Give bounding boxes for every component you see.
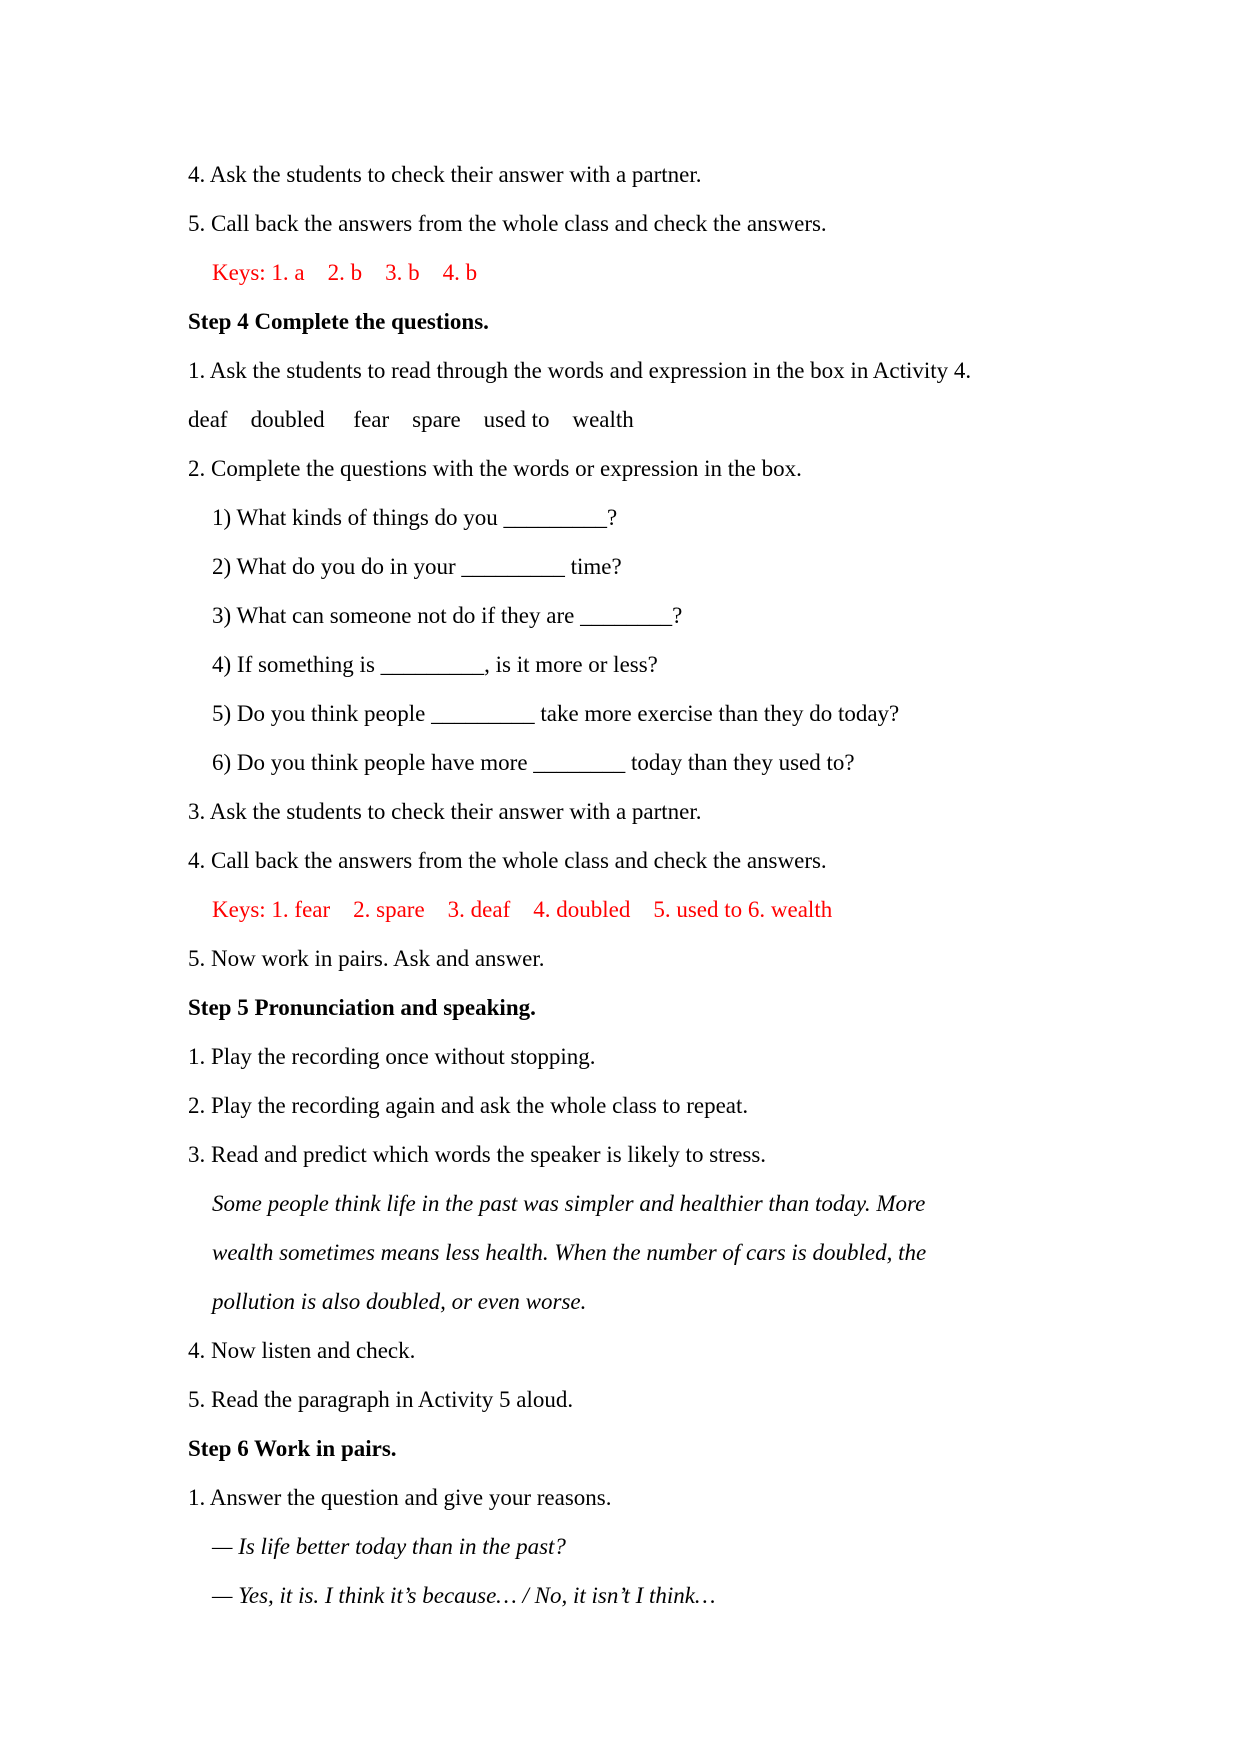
step4-item-2: 2. Complete the questions with the words or expression in the box. — [188, 456, 802, 481]
step4-item-3: 3. Ask the students to check their answer with a partner. — [188, 799, 702, 824]
step5-heading: Step 5 Pronunciation and speaking. — [188, 995, 536, 1020]
question-1: 1) What kinds of things do you _________? — [212, 505, 618, 530]
question-2: 2) What do you do in your _________ time? — [212, 554, 622, 579]
step4-heading: Step 4 Complete the questions. — [188, 309, 489, 334]
step5-item-4: 4. Now listen and check. — [188, 1338, 416, 1363]
dialogue-question: — Is life better today than in the past? — [212, 1534, 566, 1559]
step5-item-3: 3. Read and predict which words the speaker is likely to stress. — [188, 1142, 767, 1167]
paragraph-line-1: Some people think life in the past was simpler and healthier than today. More — [212, 1191, 926, 1216]
step4-answer-keys: Keys: 1. fear 2. spare 3. deaf 4. doubled 5. used to 6. wealth — [212, 897, 833, 922]
step6-heading: Step 6 Work in pairs. — [188, 1436, 397, 1461]
question-3: 3) What can someone not do if they are ________? — [212, 603, 683, 628]
paragraph-line-3: pollution is also doubled, or even worse. — [212, 1289, 587, 1314]
paragraph-line-2: wealth sometimes means less health. When the number of cars is doubled, the — [212, 1240, 927, 1265]
step3-answer-keys: Keys: 1. a 2. b 3. b 4. b — [212, 260, 478, 285]
step4-item-5: 5. Now work in pairs. Ask and answer. — [188, 946, 545, 971]
question-5: 5) Do you think people _________ take more exercise than they do today? — [212, 701, 900, 726]
step3-item-5: 5. Call back the answers from the whole class and check the answers. — [188, 211, 827, 236]
dialogue-answer: — Yes, it is. I think it’s because… / No, it isn’t I think… — [212, 1583, 716, 1608]
step5-item-2: 2. Play the recording again and ask the whole class to repeat. — [188, 1093, 749, 1118]
step5-item-1: 1. Play the recording once without stopping. — [188, 1044, 596, 1069]
step3-item-4: 4. Ask the students to check their answer with a partner. — [188, 162, 702, 187]
step6-item-1: 1. Answer the question and give your reasons. — [188, 1485, 612, 1510]
question-4: 4) If something is _________, is it more or less? — [212, 652, 658, 677]
step4-item-1: 1. Ask the students to read through the words and expression in the box in Activity 4. — [188, 358, 972, 383]
step4-word-box: deaf doubled fear spare used to wealth — [188, 407, 634, 432]
step4-item-4: 4. Call back the answers from the whole class and check the answers. — [188, 848, 827, 873]
question-6: 6) Do you think people have more ________ today than they used to? — [212, 750, 855, 775]
step5-item-5: 5. Read the paragraph in Activity 5 aloud. — [188, 1387, 574, 1412]
